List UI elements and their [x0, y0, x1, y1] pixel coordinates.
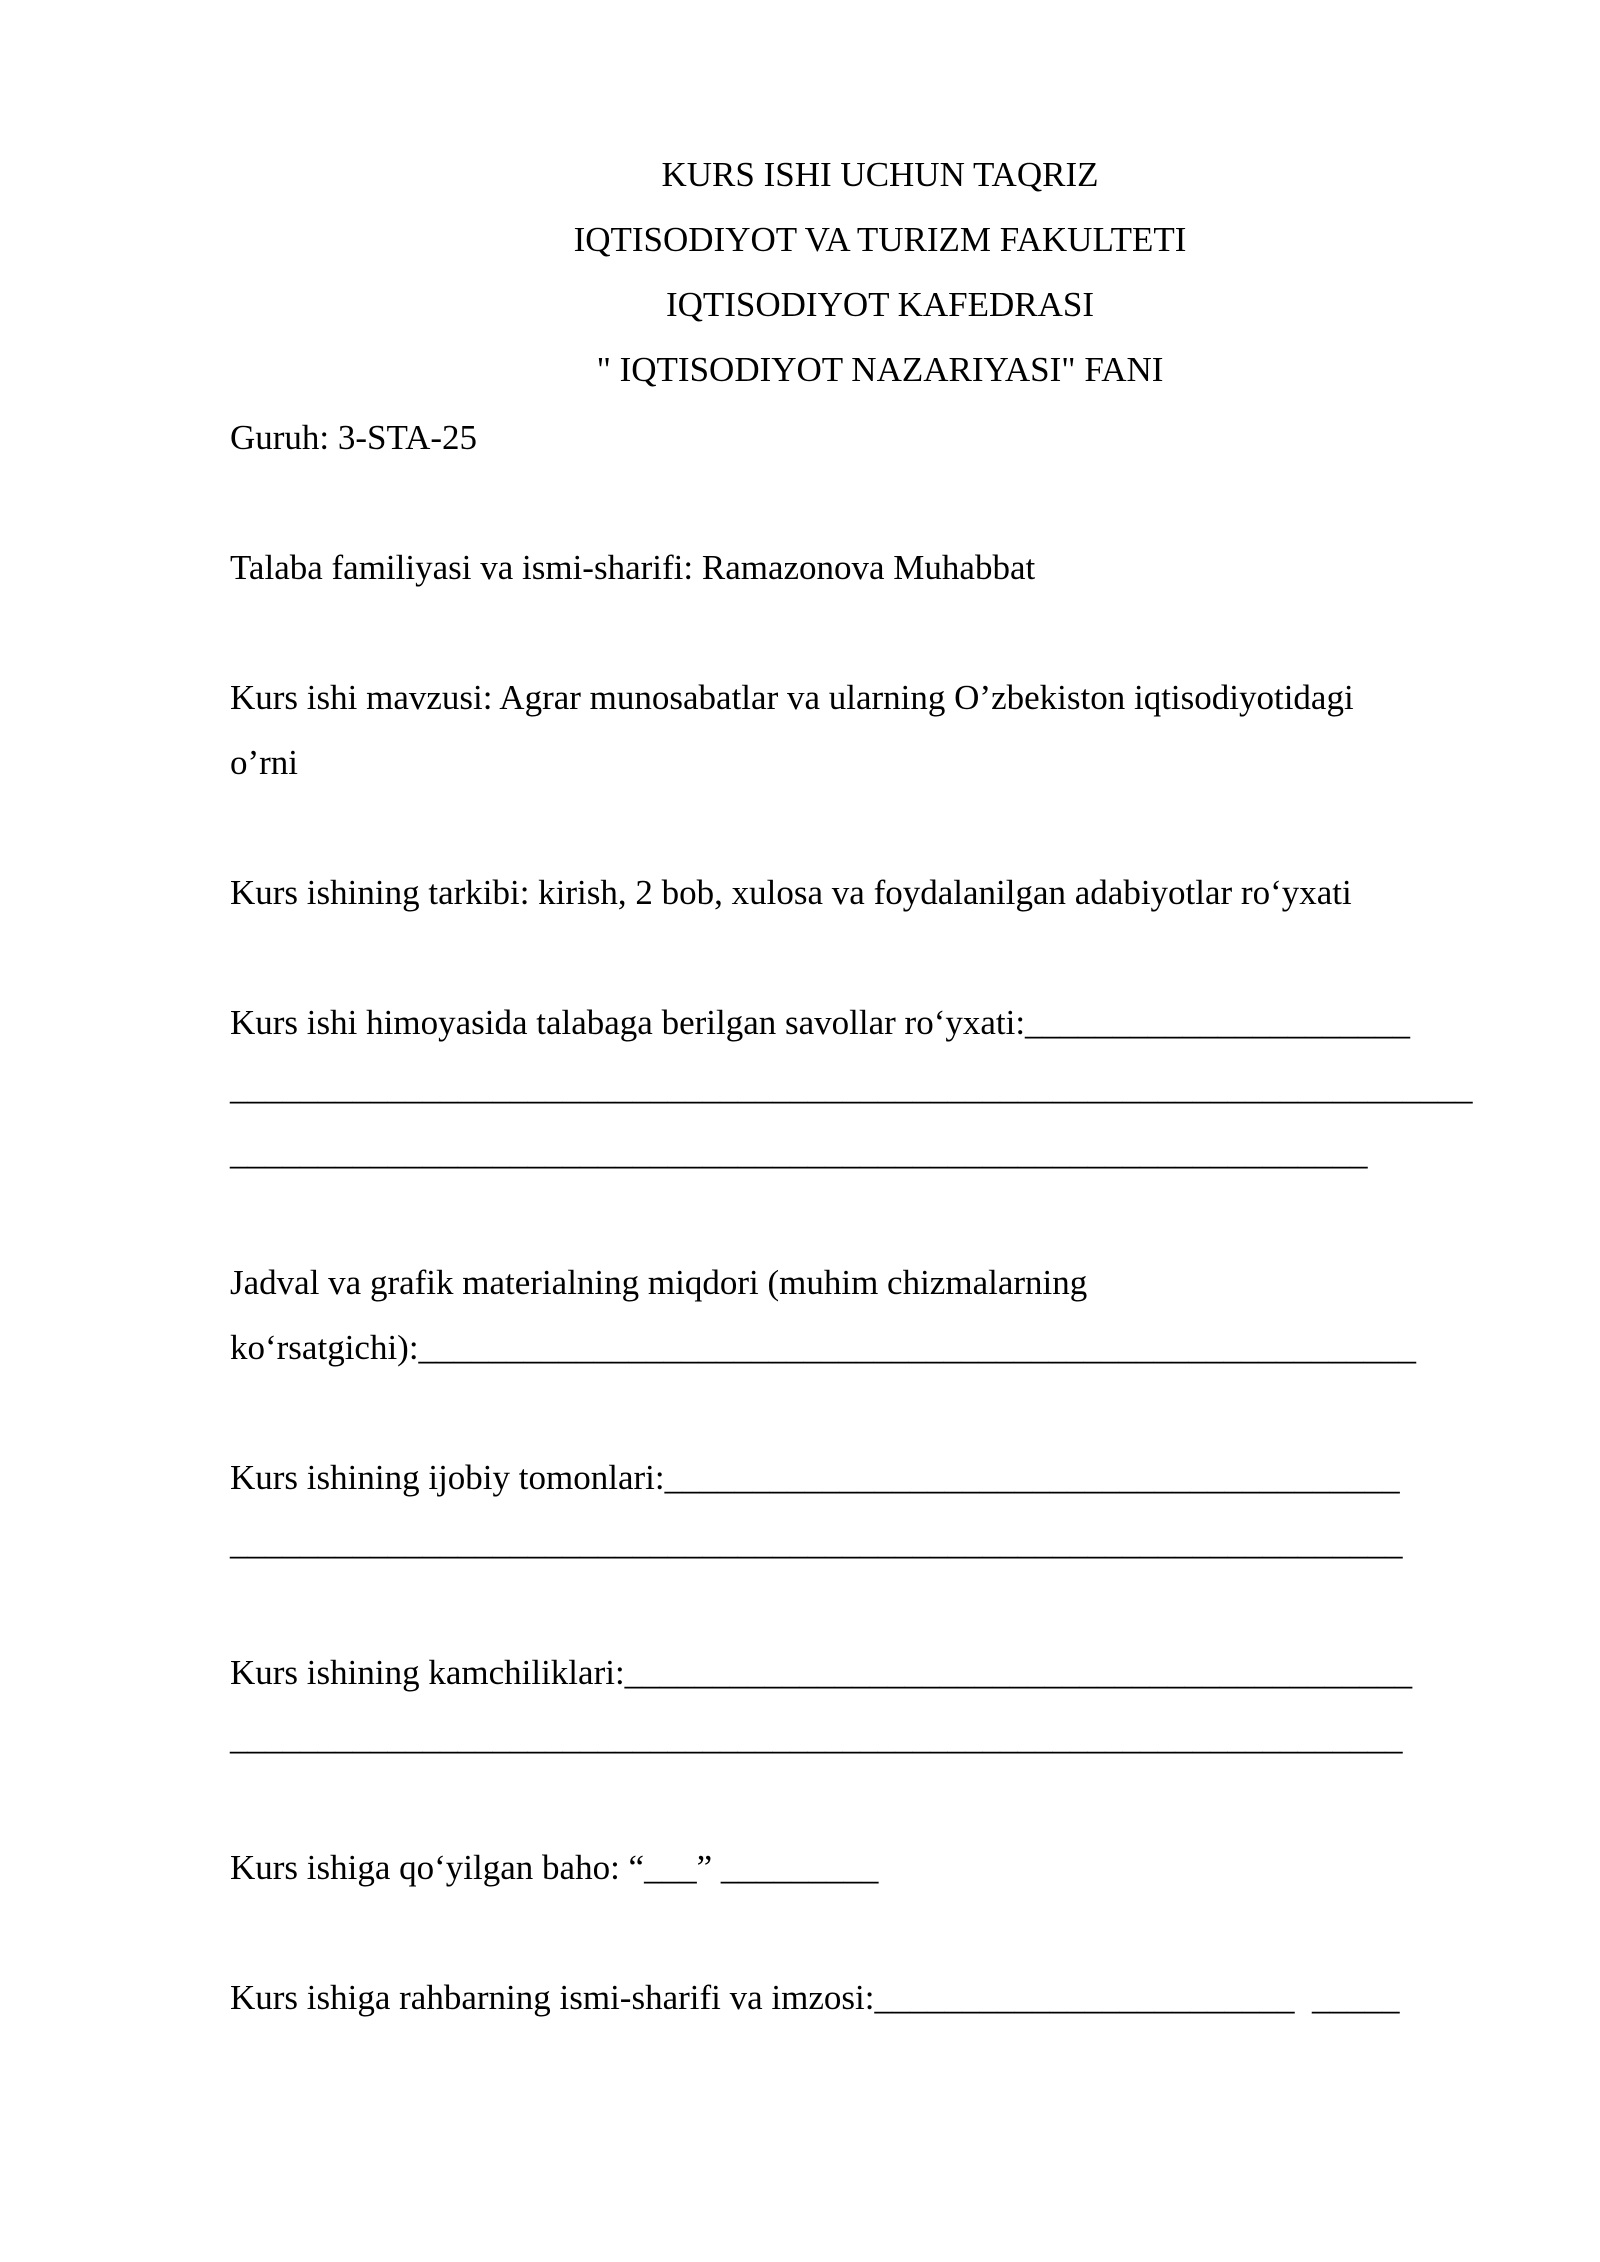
questions-field-line-1: Kurs ishi himoyasida talabaga berilgan savollar ro‘yxati:______________________ — [230, 1003, 1411, 1042]
group-field: Guruh: 3-STA-25 — [230, 418, 478, 457]
student-name-field: Talaba familiyasi va ismi-sharifi: Ramazonova Muhabbat — [230, 548, 1036, 587]
positives-field-line-1: Kurs ishining ijobiy tomonlari:__________________________________________ — [230, 1458, 1400, 1497]
questions-field-line-3: _________________________________________________________________ — [230, 1133, 1368, 1172]
department-name: IQTISODIYOT KAFEDRASI — [665, 285, 1095, 324]
supervisor-signature-field: Kurs ishiga rahbarning ismi-sharifi va imzosi:________________________ _____ — [230, 1978, 1400, 2017]
positives-field-line-2: ___________________________________________________________________ — [230, 1523, 1403, 1562]
topic-field-line-1: Kurs ishi mavzusi: Agrar munosabatlar va ularning O’zbekiston iqtisodiyotidagi — [230, 678, 1354, 717]
tables-field-line-1: Jadval va grafik materialning miqdori (muhim chizmalarning — [230, 1263, 1088, 1302]
document-title: KURS ISHI UCHUN TAQRIZ — [661, 155, 1099, 194]
grade-field: Kurs ishiga qo‘yilgan baho: “___” _________ — [230, 1848, 879, 1887]
questions-field-line-2: _______________________________________________________________________ — [230, 1068, 1473, 1107]
negatives-field-line-1: Kurs ishining kamchiliklari:_____________________________________________ — [230, 1653, 1413, 1692]
topic-field-line-2: o’rni — [230, 743, 299, 782]
structure-field: Kurs ishining tarkibi: kirish, 2 bob, xulosa va foydalanilgan adabiyotlar ro‘yxati — [230, 873, 1352, 912]
subject-name: " IQTISODIYOT NAZARIYASI" FANI — [596, 350, 1164, 389]
negatives-field-line-2: ___________________________________________________________________ — [230, 1718, 1403, 1757]
faculty-name: IQTISODIYOT VA TURIZM FAKULTETI — [573, 220, 1187, 259]
tables-field-line-2: ko‘rsatgichi):_________________________________________________________ — [230, 1328, 1417, 1367]
